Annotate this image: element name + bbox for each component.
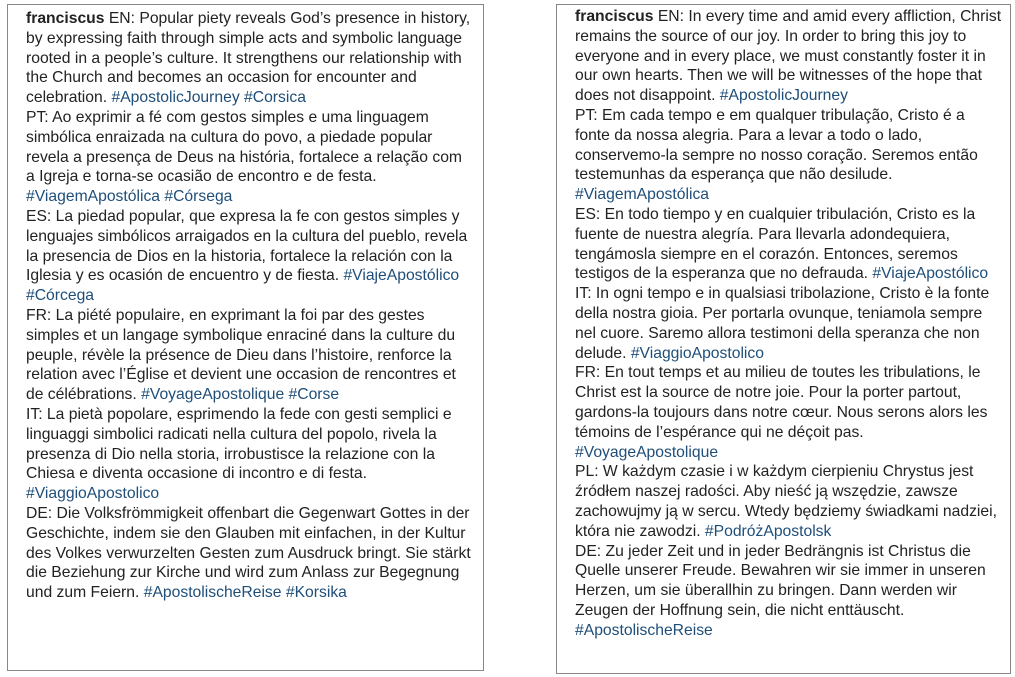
- hashtags[interactable]: #ApostolischeReise #Korsika: [143, 584, 347, 602]
- paragraph-text: IT: In ogni tempo e in qualsiasi tribolazione, Cristo è la fonte della nostra gioia. Per portarla ovunque, teniamola sempre nel cuore. Saremo allora testimoni della speranza che non delude.: [575, 285, 990, 362]
- caption-paragraph-es: [575, 205, 1002, 284]
- paragraph-text: DE: Die Volksfrömmigkeit offenbart die Gegenwart Gottes in der Geschichte, indem sie den Glauben mit einfachen, in der Kultur des Volkes verwurzelten Gesten zum Ausdruck bringt. Sie stärkt die Beziehung zur Kirche und wird zum Anlass zur Begegnung und zum Feiern.: [26, 504, 471, 602]
- caption-paragraph-de: [26, 504, 471, 603]
- hashtags[interactable]: #ViagemApostólica: [575, 186, 710, 204]
- hashtags[interactable]: #ViajeApostólico: [872, 265, 989, 283]
- paragraph-text: FR: En tout temps et au milieu de toutes les tribulations, le Christ est la source de notre joie. Pour la porter partout, gardons-la toujours dans notre cœur. Nous serons alors les témoins de l’espérance qui ne déçoit pas.: [575, 364, 988, 441]
- hashtags[interactable]: #ViaggioApostolico: [26, 485, 160, 503]
- hashtags[interactable]: #ApostolicJourney: [719, 87, 848, 105]
- author-username[interactable]: franciscus: [26, 10, 105, 27]
- paragraph-text: FR: La piété populaire, en exprimant la foi par des gestes simples et un langage symbolique enraciné dans la culture du peuple, révèle la présence de Dieu dans l’histoire, renforce la relation avec l’Église et devient une occasion de rencontres et de célébrations.: [26, 306, 456, 404]
- caption-paragraph-it: [575, 284, 1002, 363]
- paragraph-text: IT: La pietà popolare, esprimendo la fede con gesti semplici e linguaggi simbolici radicati nella cultura del popolo, rivela la presenza di Dio nella storia, irrobustisce la relazione con la Chiesa e diventa occasione di incontro e di festa.: [26, 405, 452, 483]
- paragraph-text: EN: Popular piety reveals God’s presence in history, by expressing faith through simple acts and symbolic language rooted in a people’s culture. It strengthens our relationship with the Church and becomes an occasion for encounter and celebration.: [26, 10, 471, 107]
- paragraph-text: ES: La piedad popular, que expresa la fe con gestos simples y lenguajes simbólicos arraigados en la cultura del pueblo, revela la presencia de Dios en la historia, fortalece la relación con la Iglesia y es ocasión de encuentro y de fiesta.: [26, 207, 468, 285]
- caption-text: [575, 7, 1002, 641]
- caption-paragraph-en: [26, 9, 471, 108]
- caption-paragraph-fr: [26, 306, 471, 405]
- hashtags[interactable]: #ViagemApostólica #Córsega: [26, 188, 233, 206]
- paragraph-text: DE: Zu jeder Zeit und in jeder Bedrängnis ist Christus die Quelle unserer Freude. Bewahren wir sie immer in unseren Herzen, um sie überallhin zu bringen. Dann werden wir Zeugen der Hoffnung sein, die nicht enttäuscht.: [575, 542, 986, 619]
- caption-text: [26, 9, 471, 603]
- author-username[interactable]: franciscus: [575, 8, 654, 25]
- hashtags[interactable]: #ViajeApostólico #Córcega: [26, 267, 460, 305]
- caption-paragraph-pl: [575, 462, 1002, 541]
- caption-paragraph-pt: [575, 106, 1002, 205]
- hashtags[interactable]: #VoyageApostolique #Corse: [141, 386, 340, 404]
- hashtags[interactable]: #PodróżApostolsk: [704, 522, 832, 540]
- paragraph-text: PT: Ao exprimir a fé com gestos simples e uma linguagem simbólica enraizada na cultura do povo, a piedade popular revela a presença de Deus na história, fortalece a relação com a Igreja e torna-se ocasião de encontro e de festa.: [26, 108, 463, 186]
- paragraph-text: PL: W każdym czasie i w każdym cierpieniu Chrystus jest źródłem naszej radości. Aby nieść ją wszędzie, zawsze zachowujmy ją w sercu. Wtedy będziemy świadkami nadziei, która nie zawodzi.: [575, 463, 997, 540]
- post-caption-right: [556, 4, 1011, 674]
- caption-paragraph-it: [26, 405, 471, 504]
- paragraph-text: ES: En todo tiempo y en cualquier tribulación, Cristo es la fuente de nuestra alegría. Para llevarla adondequiera, tengámosla siempre en el corazón. Entonces, seremos testigos de la esperanza que no defrauda.: [575, 205, 976, 283]
- caption-paragraph-pt: [26, 108, 471, 207]
- caption-paragraph-es: [26, 207, 471, 306]
- hashtags[interactable]: #VoyageApostolique: [575, 443, 719, 461]
- caption-paragraph-en: [575, 7, 1002, 106]
- caption-paragraph-fr: [575, 363, 1002, 462]
- paragraph-text: PT: Em cada tempo e em qualquer tribulação, Cristo é a fonte da nossa alegria. Para a levar a todo o lado, conservemo-la sempre no nosso coração. Seremos então testemunhas da esperança que não desilude.: [575, 106, 978, 184]
- post-caption-left: [7, 4, 484, 671]
- hashtags[interactable]: #ApostolischeReise: [575, 621, 713, 639]
- hashtags[interactable]: #ApostolicJourney #Corsica: [111, 89, 306, 107]
- hashtags[interactable]: #ViaggioApostolico: [630, 344, 764, 362]
- paragraph-text: EN: In every time and amid every affliction, Christ remains the source of our joy. In order to bring this joy to everyone and in every place, we must constantly foster it in our own hearts. Then we will be witnesses of the hope that does not disappoint.: [575, 8, 1002, 105]
- caption-paragraph-de: [575, 542, 1002, 641]
